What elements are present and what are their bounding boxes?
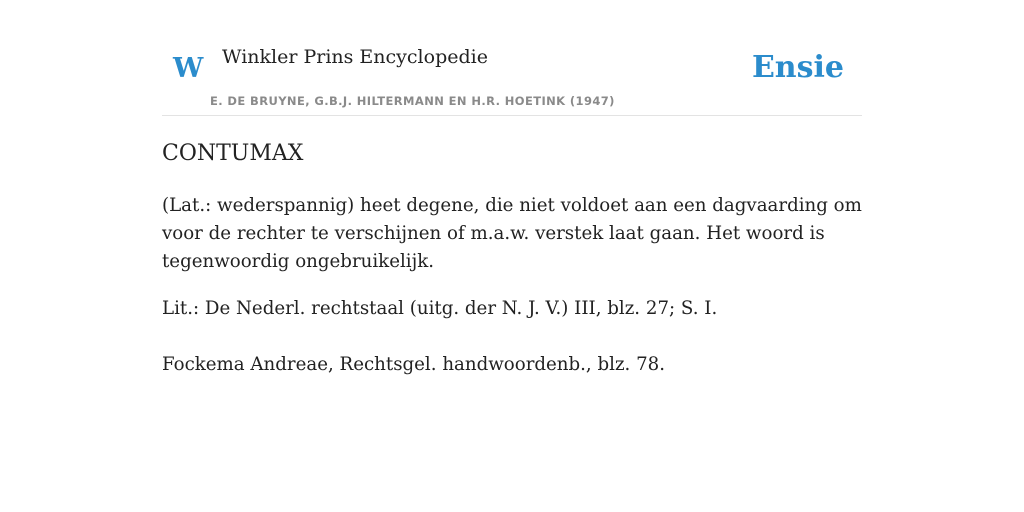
site-header bbox=[162, 0, 862, 116]
entry-literature-continued: Fockema Andreae, Rechtsgel. handwoordenb., blz. 78. bbox=[162, 354, 666, 375]
page-container bbox=[162, 0, 862, 375]
entry-definition: (Lat.: wederspannig) heet degene, die niet voldoet aan een dagvaarding om voor de rechter te verschijnen of m.a.w. verstek laat gaan. Het woord is tegenwoordig ongebruikelijk. bbox=[162, 195, 862, 272]
source-title-link[interactable]: Winkler Prins Encyclopedie bbox=[222, 46, 488, 68]
source-authors: E. DE BRUYNE, G.B.J. HILTERMANN EN H.R. HOETINK (1947) bbox=[210, 94, 615, 108]
entry-literature: Lit.: De Nederl. rechtstaal (uitg. der N. J. V.) III, blz. 27; S. I. bbox=[162, 298, 718, 319]
ensie-logo-link[interactable]: Ensie bbox=[751, 50, 844, 85]
winkler-prins-logo[interactable]: W bbox=[173, 53, 204, 84]
entry-title: CONTUMAX bbox=[162, 141, 304, 166]
